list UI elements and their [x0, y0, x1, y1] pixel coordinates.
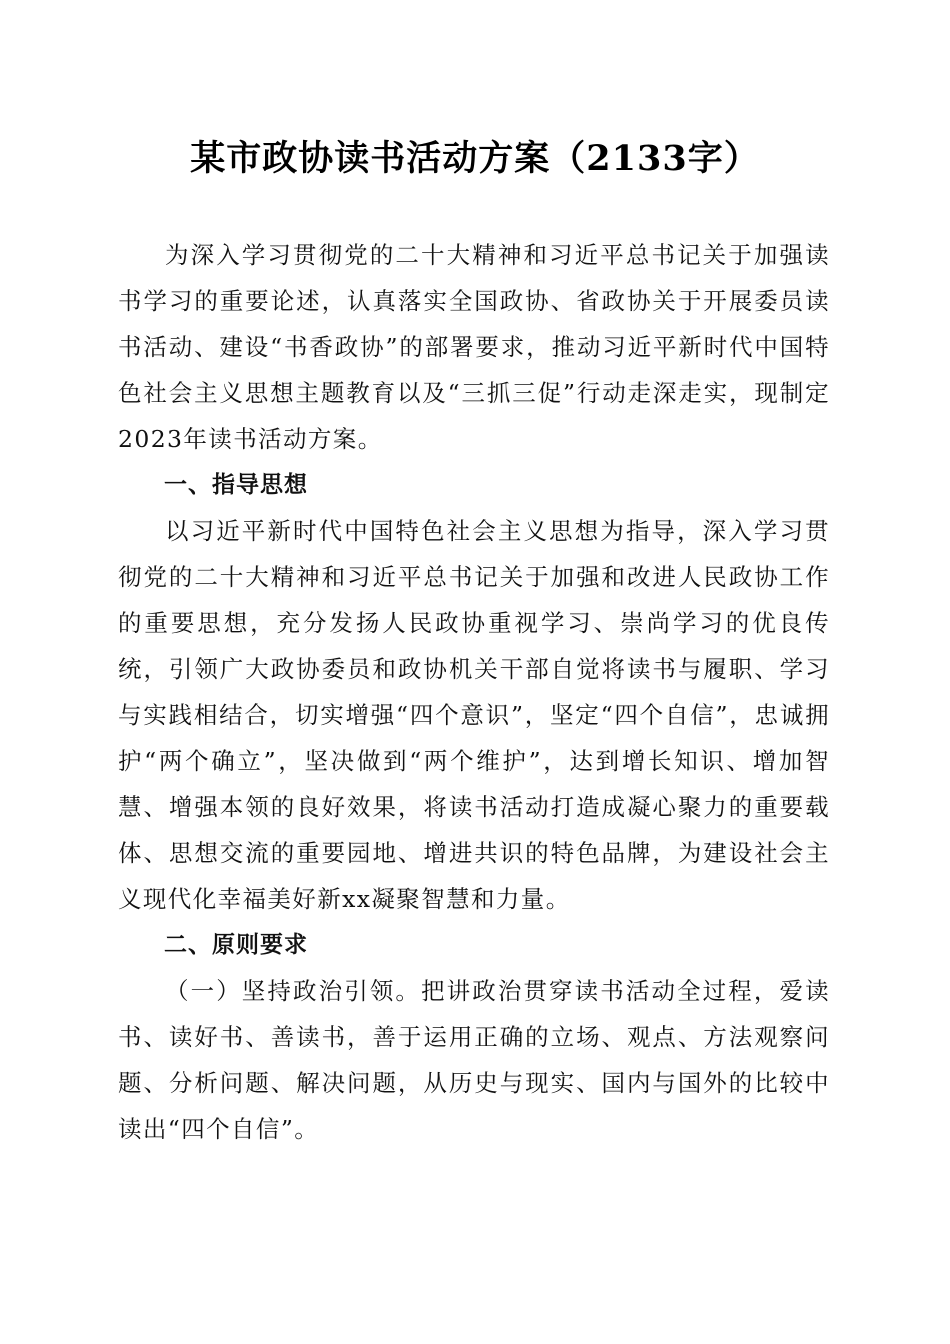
- section-heading-principles: 二、原则要求: [164, 932, 308, 958]
- section-heading-guiding-ideology: 一、指导思想: [164, 472, 308, 498]
- document-title: 某市政协读书活动方案（2133字）: [190, 138, 760, 179]
- section-paragraph-guiding-ideology: 以习近平新时代中国特色社会主义思想为指导，深入学习贯彻党的二十大精神和习近平总书记关于加强和改进人民政协工作的重要思想，充分发扬人民政协重视学习、崇尚学习的优良传统，引领广大政协委员和政协机关干部自觉将读书与履职、学习与实践相结合，切实增强“四个意识”，坚定“四个自信”，忠诚拥护“两个确立”，坚决做到“两个维护”，达到增长知识、增加智慧、增强本领的良好效果，将读书活动打造成凝心聚力的重要载体、思想交流的重要园地、增进共识的特色品牌，为建设社会主义现代化幸福美好新xx凝聚智慧和力量。: [118, 517, 830, 913]
- intro-paragraph: 为深入学习贯彻党的二十大精神和习近平总书记关于加强读书学习的重要论述，认真落实全国政协、省政协关于开展委员读书活动、建设“书香政协”的部署要求，推动习近平新时代中国特色社会主义思想主题教育以及“三抓三促”行动走深走实，现制定2023年读书活动方案。: [118, 241, 830, 453]
- section-paragraph-political-guidance: （一）坚持政治引领。把讲政治贯穿读书活动全过程，爱读书、读好书、善读书，善于运用正确的立场、观点、方法观察问题、分析问题、解决问题，从历史与现实、国内与国外的比较中读出“四个自信”。: [118, 977, 830, 1143]
- document-body: [118, 232, 830, 1152]
